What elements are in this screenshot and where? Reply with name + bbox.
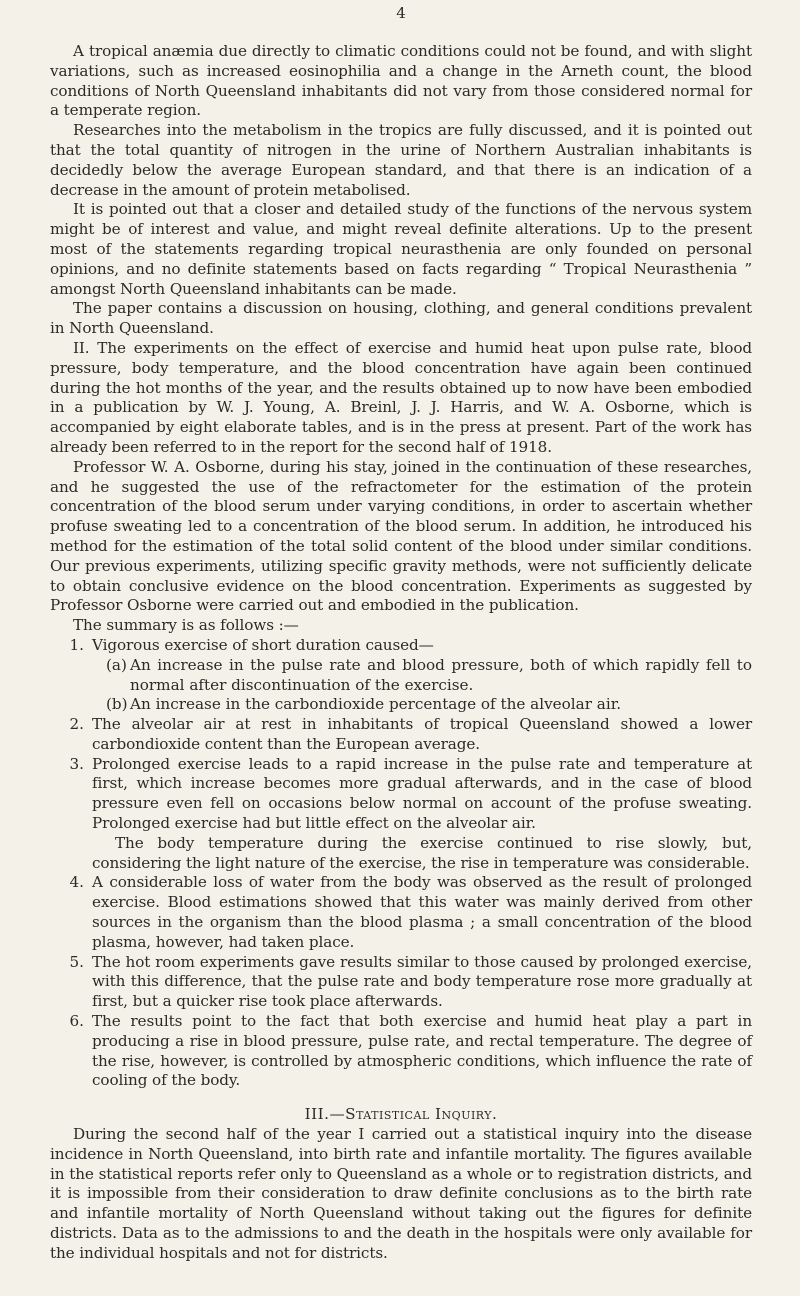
list-text: The hot room experiments gave results similar to those caused by prolonged exercise, with this difference, that the pulse rate and body temperature rose more gradually at first, but a quicker rise took place afterwards. [92,952,752,1011]
list-text: The alveolar air at rest in inhabitants of tropical Queensland showed a lower carbondioxide content than the European average. [92,715,752,753]
paragraph-metabolism: Researches into the metabolism in the tropics are fully discussed, and it is pointed out that the total quantity of nitrogen in the urine of Northern Australian inhabitants is decidedly below the average European standard, and that there is an indication of a decrease in the amount of protein metabolised. [50,121,752,199]
paragraph-nervous-system: It is pointed out that a closer and detailed study of the functions of the nervous system might be of interest and value, and might reveal definite alterations. Up to the present most of the statements regarding tropical neurasthenia are only founded on personal opinions, and no definite statements based on facts regarding “ Tropical Neurasthenia ” amongst North Queensland inhabitants can be made. [50,200,752,298]
paragraph-housing: The paper contains a discussion on housing, clothing, and general conditions prevalent in North Queensland. [50,299,752,338]
sub-text: An increase in the carbondioxide percentage of the alveolar air. [130,695,622,714]
sub-label: (b) [106,695,128,714]
section-title: Statistical Inquiry. [345,1105,498,1124]
list-text: A considerable loss of water from the body was observed as the result of prolonged exercise. Blood estimations showed that this water was mainly derived from other sources in the organism than the blood plasma ; a small concentration of the blood plasma, however, had taken place. [92,873,752,951]
section-numeral: III.— [304,1105,346,1124]
sub-label: (a) [106,655,127,674]
paragraph-experiments: II. The experiments on the effect of exercise and humid heat upon pulse rate, blood pressure, body temperature, and the blood concentration have again been continued during the hot months of the year, and the results obtained up to now have been embodied in a publication by W. J. Young, A. Breinl, J. J. Harris, and W. A. Osborne, which is accompanied by eight elaborate tables, and is in the press at present. Part of the work has already been referred to in the report for the second half of 1918. [50,338,752,456]
list-item [50,873,752,952]
sub-text: An increase in the pulse rate and blood pressure, both of which rapidly fell to normal after discontinuation of the exercise. [130,655,752,694]
sub-item [92,695,752,715]
list-number: 4. [69,873,84,892]
list-number: 2. [69,715,84,734]
list-item [50,715,752,755]
list-item [50,755,752,874]
body-text-top [50,42,752,636]
sub-item [92,656,752,696]
page-number: 4 [396,4,406,22]
list-number: 1. [69,635,84,654]
summary-list [50,636,752,1091]
list-text: The results point to the fact that both exercise and humid heat play a part in producing a rise in blood pressure, pulse rate, and rectal temperature. The degree of the rise, however, is controlled by atmospheric conditions, which influence the rate of cooling of the body. [92,1012,752,1090]
paragraph-summary-intro: The summary is as follows :— [73,616,299,635]
paragraph-statistical-inquiry: During the second half of the year I carried out a statistical inquiry into the disease incidence in North Queensland, into birth rate and infantile mortality. The figures available in the statistical reports refer only to Queensland as a whole or to registration districts, and it is impossible from their consideration to draw definite conclusions as to the birth rate and infantile mortality of North Queensland without taking out the figures for definite districts. Data as to the admissions to and the death in the hospitals were only available for the individual hospitals and not for districts. [50,1125,752,1262]
paragraph-anaemia: A tropical anæmia due directly to climatic conditions could not be found, and with slight variations, such as increased eosinophilia and a change in the Arneth count, the blood conditions of North Queensland inhabitants did not vary from those considered normal for a temperate region. [50,42,752,120]
list-text: Prolonged exercise leads to a rapid increase in the pulse rate and temperature at first, which increase becomes more gradual afterwards, and in the case of blood pressure even fell on occasions below normal on account of the profuse sweating. Prolonged exercise had but little effect on the alveolar air. [92,754,752,833]
list-item [50,953,752,1012]
section-heading [50,1105,752,1125]
list-text: Vigorous exercise of short duration caused— [92,635,434,654]
list-text-continued: The body temperature during the exercise continued to rise slowly, but, considering the light nature of the exercise, the rise in temperature was considerable. [92,833,752,872]
list-number: 5. [69,952,84,971]
list-number: 6. [69,1012,84,1031]
list-item [50,1012,752,1091]
paragraph-osborne: Professor W. A. Osborne, during his stay, joined in the continuation of these researches, and he suggested the use of the refractometer for the estimation of the protein concentration of the blood serum under varying conditions, in order to ascertain whether profuse sweating led to a concentration of the blood serum. In addition, he introduced his method for the estimation of the total solid content of the blood under similar conditions. Our previous experiments, utilizing specific gravity methods, were not sufficiently delicate to obtain conclusive evidence on the blood concentration. Experiments as suggested by Professor Osborne were carried out and embodied in the publication. [50,457,752,615]
list-item [50,636,752,715]
list-number: 3. [69,754,84,773]
